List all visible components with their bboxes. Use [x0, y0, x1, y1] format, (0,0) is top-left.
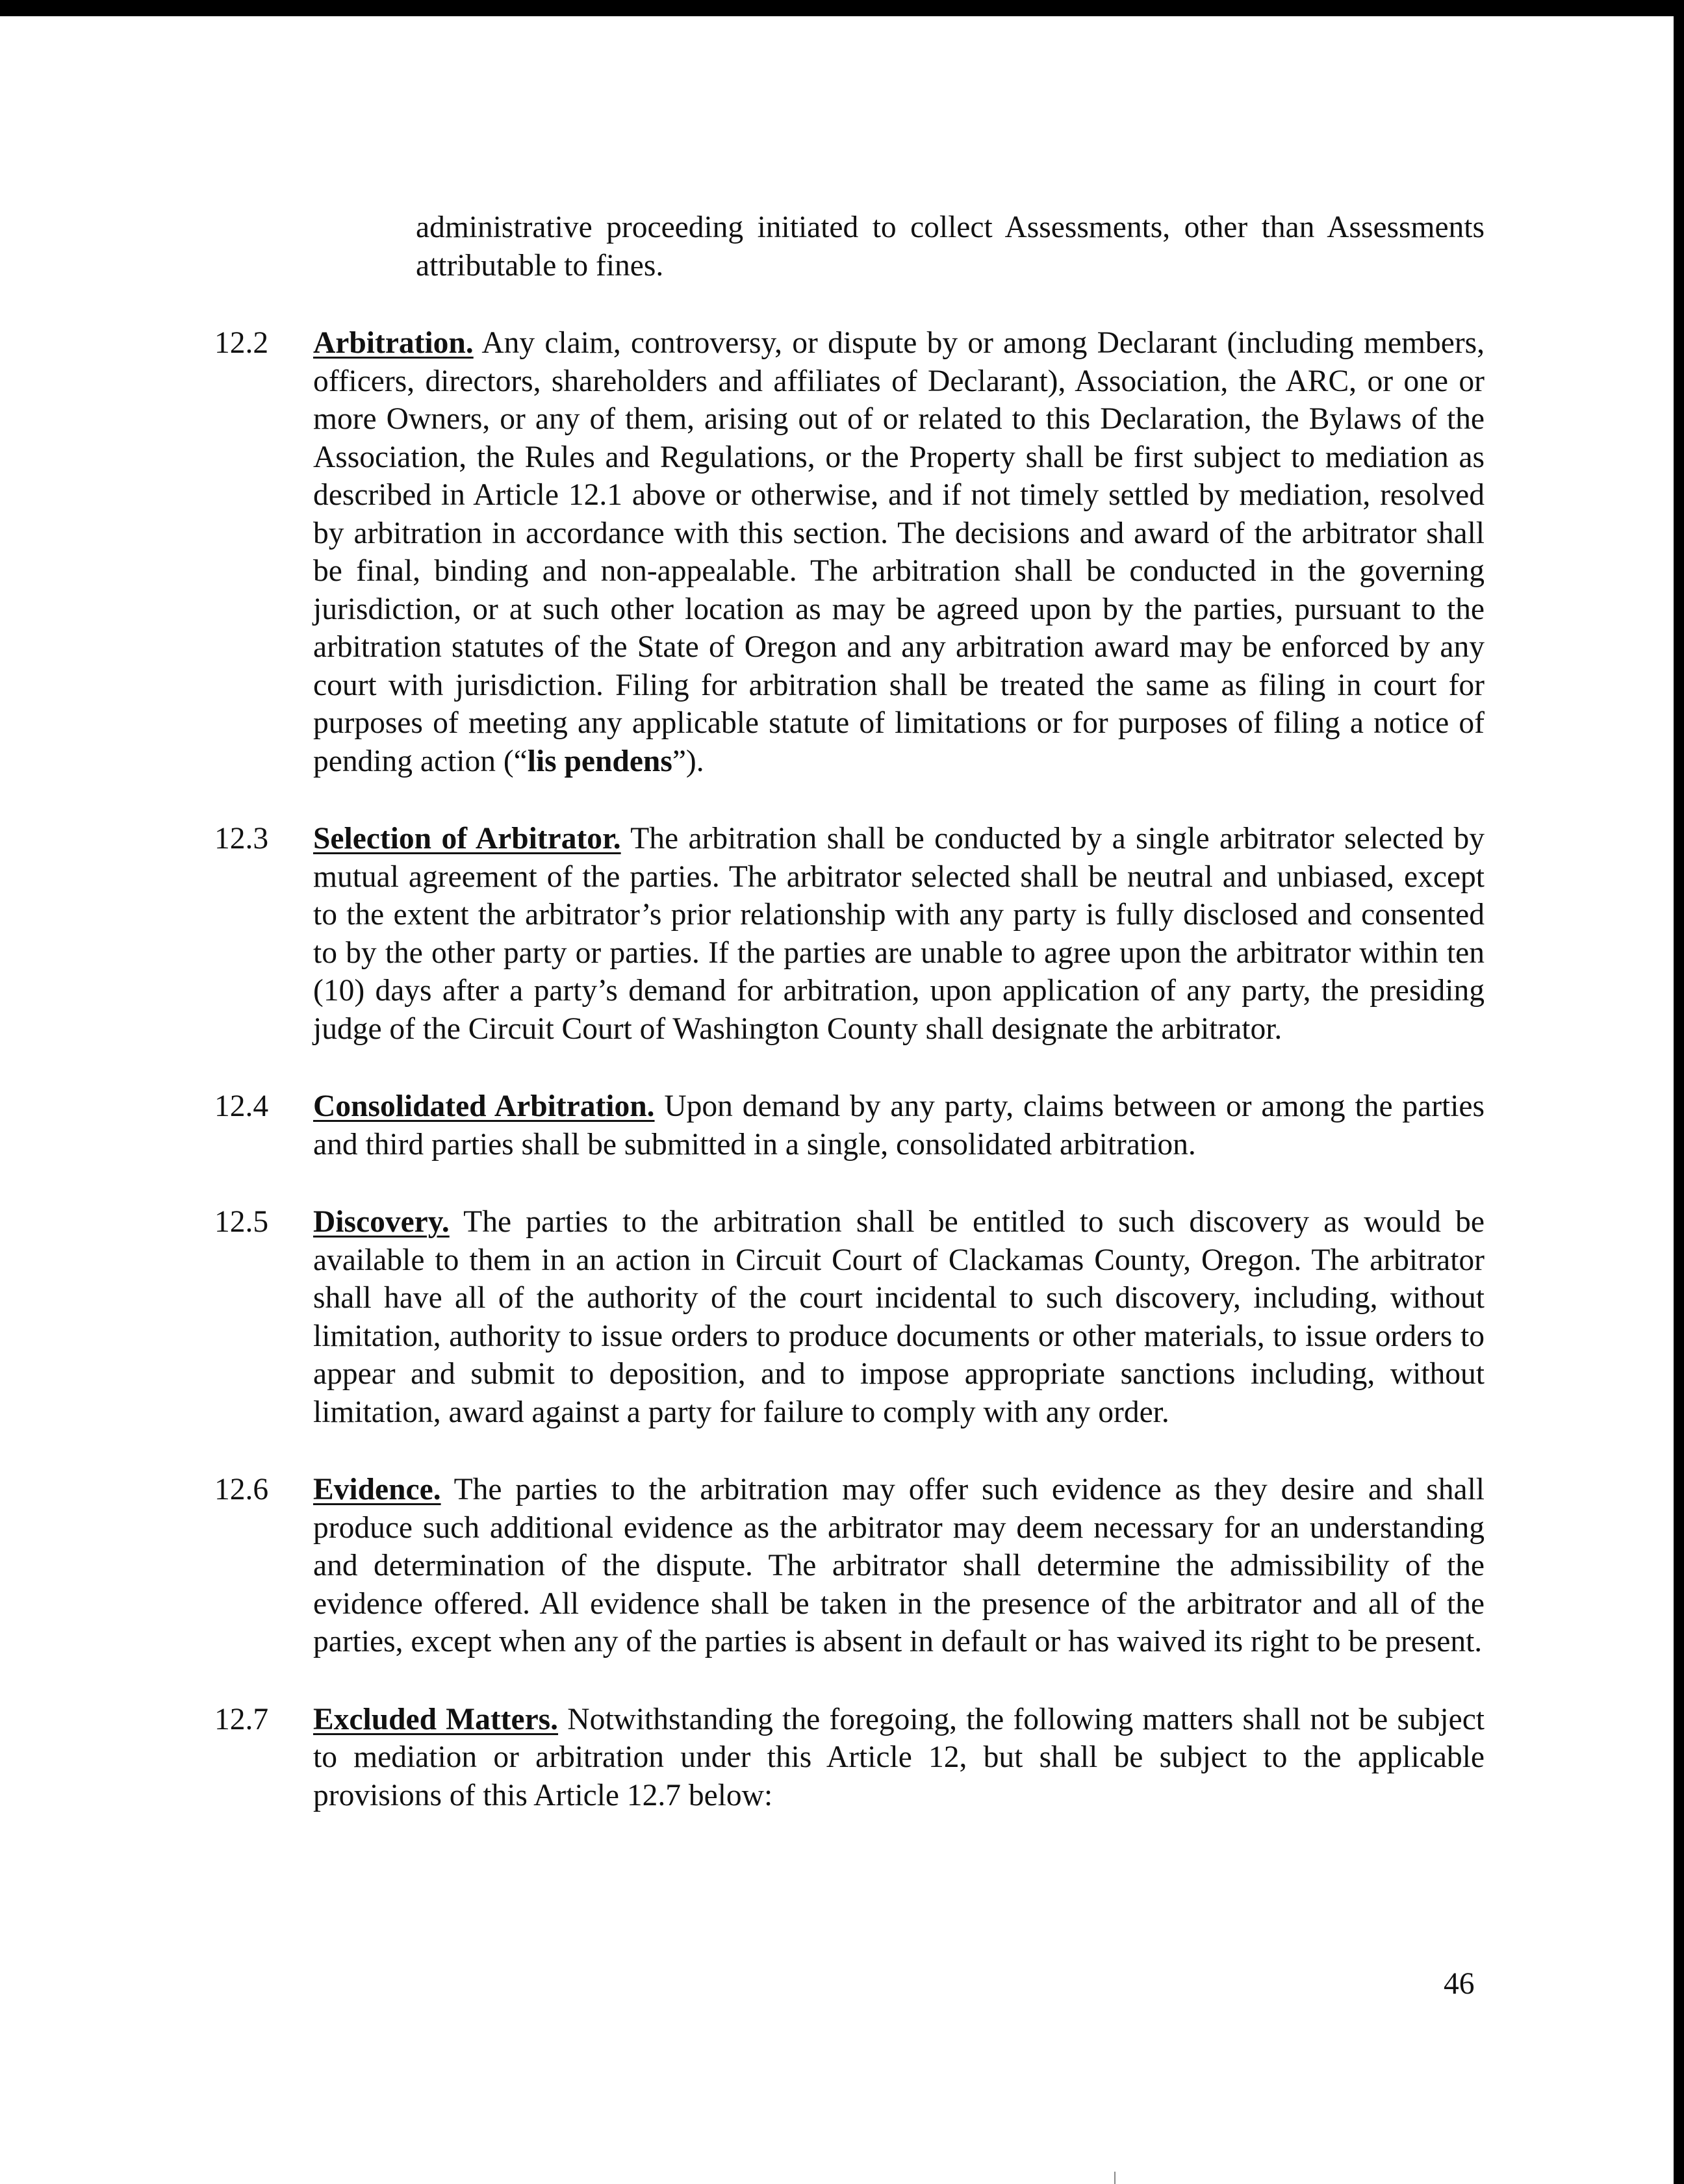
page-number: 46 — [1444, 1967, 1475, 2001]
scan-mark — [1114, 2172, 1116, 2184]
section-12-5 — [214, 1203, 1485, 1431]
section-text: The parties to the arbitration may offer such evidence as they desire and shall produce such additional evidence as the arbitrator may deem necessary for an understanding and determination of the dispute. The arbitrator shall determine the admissibility of the evidence offered. All evidence shall be taken in the presence of the arbitrator and all of the parties, except when any of the parties is absent in default or has waived its right to be present. — [313, 1473, 1485, 1658]
document-page — [0, 16, 1674, 2184]
section-12-7 — [214, 1701, 1485, 1815]
section-number: 12.5 — [214, 1205, 269, 1239]
section-text: The arbitration shall be conducted by a single arbitrator selected by mutual agreement of the parties. The arbitrator selected shall be neutral and unbiased, except to the extent the arbitrator’s prior relationship with any party is fully disclosed and consented to by the other party or parties. If the parties are unable to agree upon the arbitrator within ten (10) days after a party’s demand for arbitration, upon application of any party, the presiding judge of the Circuit Court of Washington County shall designate the arbitrator. — [313, 822, 1485, 1046]
section-12-3 — [214, 820, 1485, 1048]
section-number: 12.7 — [214, 1702, 269, 1736]
section-heading: Discovery. — [313, 1205, 450, 1239]
section-number: 12.2 — [214, 326, 269, 360]
section-heading: Consolidated Arbitration. — [313, 1089, 655, 1123]
section-text: Any claim, controversy, or dispute by or among Declarant (including members, officers, directors, shareholders and affiliates of Declarant), Association, the ARC, or one or more Owners, or any of them, arising out of or related to this Declaration, the Bylaws of the Association, the Rules and Regulations, or the Property shall be first subject to mediation as described in Article 12.1 above or otherwise, and if not timely settled by mediation, resolved by arbitration in accordance with this section. The decisions and award of the arbitrator shall be final, binding and non-appealable. The arbitration shall be conducted in the governing jurisdiction, or at such other location as may be agreed upon by the parties, pursuant to the arbitration statutes of the State of Oregon and any arbitration award may be enforced by any court with jurisdiction. Filing for arbitration shall be treated the same as filing in court for purposes of meeting any applicable statute of limitations or for purposes of filing a notice of pending action (“ — [313, 326, 1485, 778]
section-number: 12.3 — [214, 822, 269, 856]
section-text: The parties to the arbitration shall be entitled to such discovery as would be available to them in an action in Circuit Court of Clackamas County, Oregon. The arbitrator shall have all of the authority of the court incidental to such discovery, including, without limitation, authority to issue orders to produce documents or other materials, to issue orders to appear and submit to deposition, and to impose appropriate sanctions including, without limitation, award against a party for failure to comply with any order. — [313, 1205, 1485, 1429]
continuation-paragraph: administrative proceeding initiated to collect Assessments, other than Assessments attributable to fines. — [416, 210, 1485, 283]
section-12-4 — [214, 1087, 1485, 1163]
section-text: Notwithstanding the foregoing, the following matters shall not be subject to mediation or arbitration under this Article 12, but shall be subject to the applicable provisions of this Article 12.7 below: — [313, 1702, 1485, 1812]
section-12-6 — [214, 1471, 1485, 1661]
section-heading: Excluded Matters. — [313, 1702, 559, 1736]
section-heading: Arbitration. — [313, 326, 474, 360]
section-text: Upon demand by any party, claims between or among the parties and third parties shall be submitted in a single, consolidated arbitration. — [313, 1089, 1485, 1162]
section-12-2 — [214, 324, 1485, 780]
section-number: 12.4 — [214, 1089, 269, 1123]
bold-term: lis pendens — [527, 744, 672, 778]
section-heading: Evidence. — [313, 1473, 441, 1506]
section-number: 12.6 — [214, 1473, 269, 1506]
document-body — [214, 209, 1485, 1814]
section-heading: Selection of Arbitrator. — [313, 822, 621, 856]
section-text-end: ”). — [672, 744, 704, 778]
